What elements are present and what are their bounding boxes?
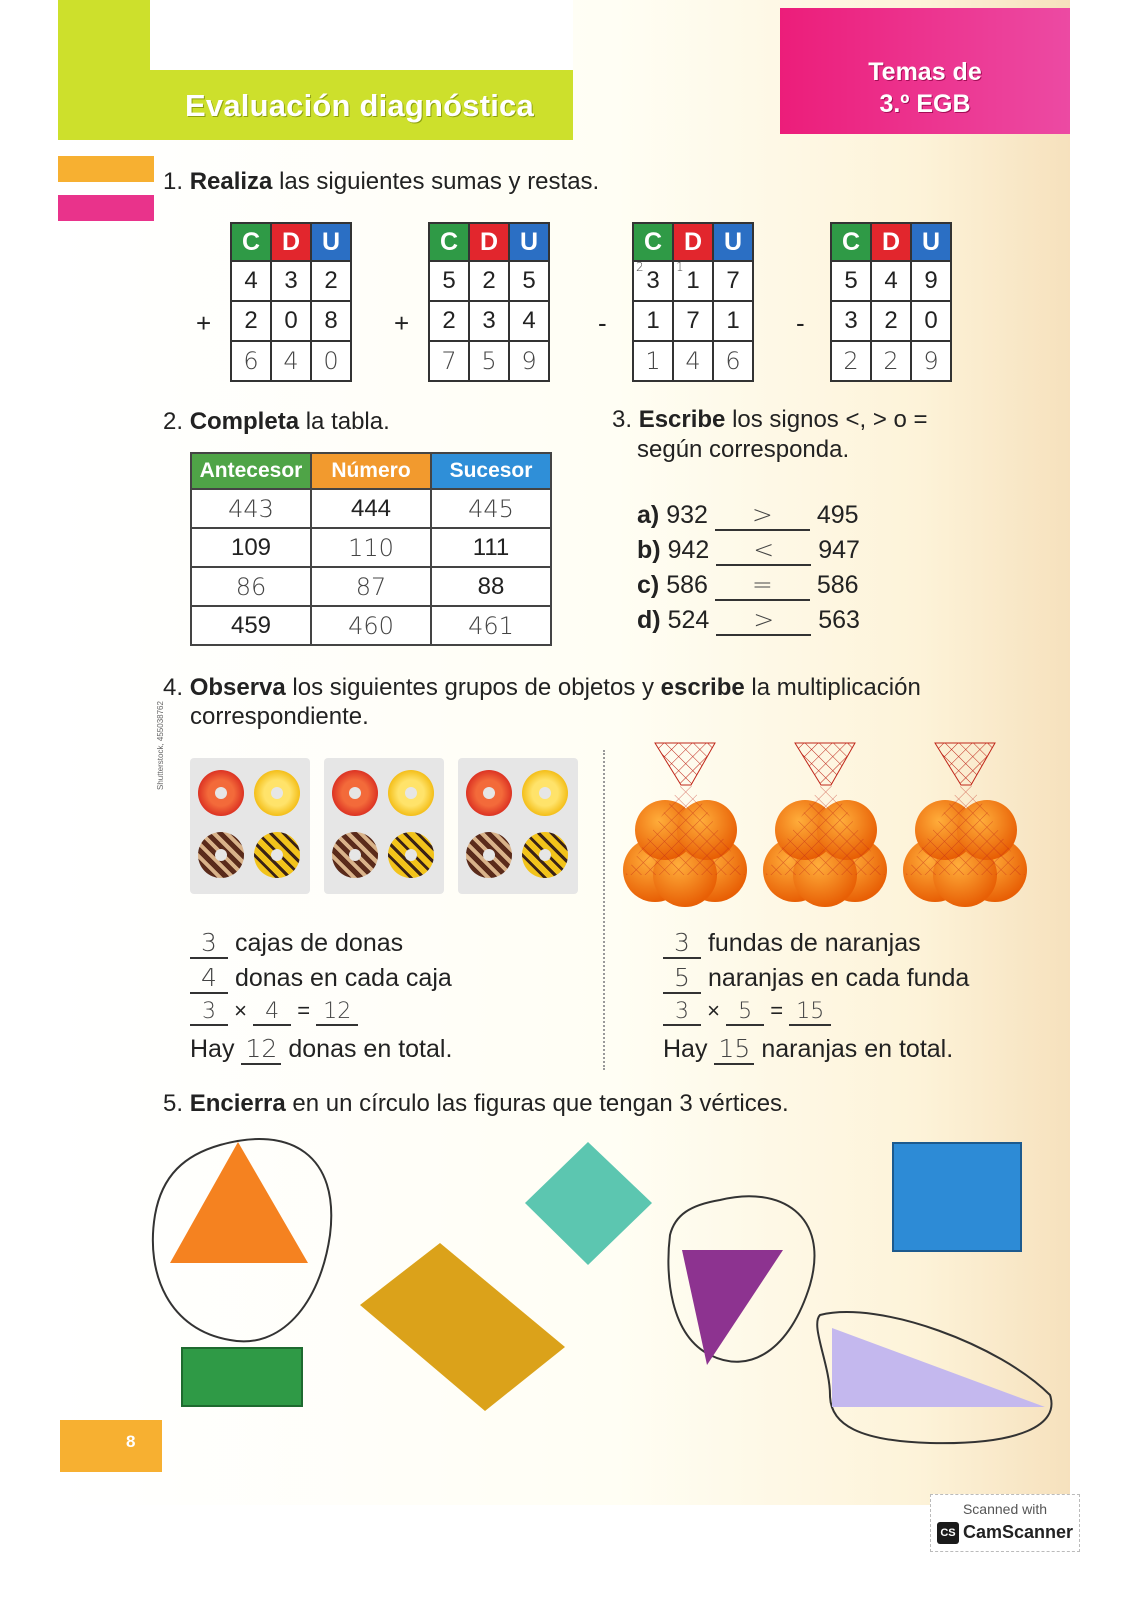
table-cell[interactable]: 460	[311, 606, 431, 645]
pink-stripe	[58, 195, 154, 221]
digit-value: 7	[686, 307, 700, 334]
purple-triangle	[682, 1250, 783, 1365]
green-rectangle	[182, 1348, 302, 1406]
q4-verb2: escribe	[660, 674, 745, 701]
table-cell[interactable]: 86	[191, 567, 311, 606]
digit	[231, 261, 271, 301]
digit	[429, 301, 469, 341]
each-label: naranjas en cada funda	[707, 964, 970, 992]
factor-a-blank[interactable]: 3	[663, 999, 701, 1026]
answer-value: 6	[243, 347, 259, 375]
digit-value: 3	[284, 267, 298, 294]
table-cell: 459	[191, 606, 311, 645]
donut-groups-line	[190, 928, 403, 959]
digit-value: 2	[324, 267, 338, 294]
orange-total-line	[663, 1034, 953, 1065]
digit-value: 0	[924, 307, 938, 334]
cdu-row	[633, 261, 753, 301]
q4-text1: los siguientes grupos de objetos y	[292, 674, 654, 701]
scan-brand: CamScanner	[963, 1522, 1074, 1542]
digit	[231, 301, 271, 341]
table-row	[191, 489, 551, 528]
digit-value: 2	[482, 267, 496, 294]
digit-value: 5	[442, 267, 456, 294]
donut	[522, 832, 568, 878]
q3-item-d	[637, 605, 860, 636]
q2-number: 2.	[163, 408, 184, 435]
table-cell: 111	[431, 528, 551, 567]
donut	[388, 832, 434, 878]
digit-value: 2	[244, 307, 258, 334]
digit	[633, 301, 673, 341]
answer-value: 6	[725, 347, 741, 375]
answer-value: 0	[323, 347, 339, 375]
minus-sign: -	[796, 308, 805, 338]
col-header: U	[911, 223, 951, 261]
digit-value: 3	[482, 307, 496, 334]
donut-box	[190, 758, 310, 894]
answer-digit[interactable]	[911, 341, 951, 381]
times-sign: ×	[707, 998, 720, 1023]
orange-bag	[763, 743, 887, 907]
col-header: U	[713, 223, 753, 261]
answer-digit[interactable]	[509, 341, 549, 381]
q1-number: 1.	[163, 168, 184, 195]
donut-total-line	[190, 1034, 452, 1065]
digit	[831, 261, 871, 301]
q3-text-line2: según corresponda.	[637, 436, 850, 463]
digit-value: 2	[442, 307, 456, 334]
factor-b-blank[interactable]: 5	[726, 999, 764, 1026]
answer-digit[interactable]	[311, 341, 351, 381]
answer-value: 4	[685, 347, 701, 375]
col-header: U	[509, 223, 549, 261]
col-header: D	[673, 223, 713, 261]
col-header: D	[871, 223, 911, 261]
digit	[633, 261, 673, 301]
digit	[311, 261, 351, 301]
table-cell[interactable]: 443	[191, 489, 311, 528]
blue-square	[893, 1143, 1021, 1251]
plus-sign: +	[394, 308, 410, 338]
left-number: 524	[667, 606, 710, 634]
digit-value: 9	[924, 267, 938, 294]
each-label: donas en cada caja	[234, 964, 452, 992]
table-cell: 109	[191, 528, 311, 567]
sign-blank[interactable]: >	[715, 500, 810, 531]
q5-number: 5.	[163, 1090, 184, 1117]
topic-line1: Temas de	[868, 58, 982, 86]
cdu-table	[428, 222, 550, 382]
donut	[466, 770, 512, 816]
col-header: D	[271, 223, 311, 261]
table-row	[191, 528, 551, 567]
table-cell[interactable]: 461	[431, 606, 551, 645]
q4-heading	[163, 674, 921, 702]
table-row	[191, 567, 551, 606]
donut	[388, 770, 434, 816]
table-cell: 88	[431, 567, 551, 606]
each-blank[interactable]: 4	[190, 963, 228, 994]
teal-rhombus	[525, 1142, 652, 1265]
minus-sign: -	[598, 308, 607, 338]
left-number: 932	[666, 501, 708, 529]
digit-value: 2	[884, 307, 898, 334]
left-number: 942	[667, 536, 710, 564]
q4-number: 4.	[163, 674, 184, 701]
answer-digit[interactable]	[231, 341, 271, 381]
item-label: c)	[637, 571, 660, 599]
plus-sign: +	[196, 308, 212, 338]
orange-bag	[903, 743, 1027, 907]
groups-blank[interactable]: 3	[190, 928, 228, 959]
answer-value: 2	[843, 347, 859, 375]
cdu-table	[830, 222, 952, 382]
digit-value: 4	[244, 267, 258, 294]
orange-bag	[623, 743, 747, 907]
donut-multiplication	[190, 998, 358, 1026]
item-label: d)	[637, 606, 661, 634]
q1-verb: Realiza	[189, 168, 273, 195]
digit	[271, 261, 311, 301]
mustard-rectangle	[360, 1243, 565, 1411]
page-title: Evaluación diagnóstica	[185, 88, 534, 123]
donut	[332, 832, 378, 878]
answer-digit[interactable]	[429, 341, 469, 381]
total-blank[interactable]: 15	[714, 1034, 754, 1065]
digit	[509, 301, 549, 341]
digit	[871, 261, 911, 301]
sign-blank[interactable]: <	[716, 535, 811, 566]
equals-sign: =	[297, 998, 311, 1023]
answer-value: 5	[481, 347, 497, 375]
answer-value: 9	[923, 347, 939, 375]
q4-text2: la multiplicación	[751, 674, 921, 701]
answer-digit[interactable]	[271, 341, 311, 381]
q5-shapes	[140, 1125, 1060, 1475]
q3-item-c	[637, 570, 859, 601]
donut-box	[324, 758, 444, 894]
donut	[198, 770, 244, 816]
col-header-sucesor: Sucesor	[431, 453, 551, 489]
header-white-corner	[150, 0, 573, 70]
orange-stripe	[58, 156, 154, 182]
cdu-row	[429, 261, 549, 301]
q3-item-b	[637, 535, 860, 566]
answer-value: 4	[283, 347, 299, 375]
q2-heading	[163, 408, 390, 436]
q3-number: 3.	[612, 406, 633, 433]
digit-value: 4	[522, 307, 536, 334]
orange-multiplication	[663, 998, 831, 1026]
result-blank[interactable]: 15	[789, 999, 831, 1026]
donut	[198, 832, 244, 878]
q5-text: en un círculo las figuras que tengan 3 vértices.	[292, 1090, 789, 1117]
col-header: C	[831, 223, 871, 261]
right-number: 947	[818, 536, 860, 564]
item-label: a)	[637, 501, 660, 529]
digit-value: 5	[522, 267, 536, 294]
column-divider	[603, 750, 605, 1070]
col-header-numero: Número	[311, 453, 431, 489]
orange-triangle	[170, 1142, 308, 1263]
digit	[271, 301, 311, 341]
right-number: 563	[818, 606, 860, 634]
q2-table	[190, 452, 552, 646]
answer-digit[interactable]	[633, 341, 673, 381]
item-label: b)	[637, 536, 661, 564]
digit	[429, 261, 469, 301]
result-blank[interactable]: 12	[316, 999, 358, 1026]
times-sign: ×	[234, 998, 247, 1023]
cdu-row	[831, 301, 951, 341]
col-header: C	[633, 223, 673, 261]
borrow-mark: 1	[676, 260, 684, 274]
q3-verb: Escribe	[638, 406, 726, 433]
borrow-mark: 2	[636, 260, 644, 274]
cdu-table	[230, 222, 352, 382]
right-number: 495	[816, 501, 859, 529]
digit	[713, 261, 753, 301]
q4-text-line2: correspondiente.	[190, 703, 369, 730]
donut	[254, 832, 300, 878]
page-number-badge	[60, 1420, 162, 1472]
table-row	[191, 606, 551, 645]
answer-digit[interactable]	[871, 341, 911, 381]
donut-each-line	[190, 963, 452, 994]
answer-value: 7	[441, 347, 457, 375]
equals-sign: =	[770, 998, 784, 1023]
total-blank[interactable]: 12	[241, 1034, 281, 1065]
donut	[466, 832, 512, 878]
total-suffix: naranjas en total.	[761, 1035, 954, 1063]
scanner-watermark	[930, 1494, 1080, 1552]
each-blank[interactable]: 5	[663, 963, 701, 994]
q2-text: la tabla.	[305, 408, 390, 435]
digit	[311, 301, 351, 341]
answer-digit[interactable]	[469, 341, 509, 381]
q3-heading	[612, 406, 928, 434]
page-number: 8	[126, 1432, 136, 1451]
answer-value: 9	[521, 347, 537, 375]
answer-digit[interactable]	[713, 341, 753, 381]
answer-value: 1	[645, 347, 661, 375]
digit-value: 1	[686, 267, 700, 294]
q3-item-a	[637, 500, 859, 531]
cdu-row	[231, 341, 351, 381]
digit	[713, 301, 753, 341]
q1-heading	[163, 168, 599, 196]
photo-credit: Shutterstock, 455038762	[156, 701, 165, 790]
sign-blank[interactable]: >	[716, 605, 811, 636]
digit	[673, 301, 713, 341]
digit	[469, 301, 509, 341]
table-cell[interactable]: 110	[311, 528, 431, 567]
cdu-row	[231, 261, 351, 301]
digit-value: 0	[284, 307, 298, 334]
cdu-row	[831, 261, 951, 301]
digit-value: 7	[726, 267, 740, 294]
digit-value: 1	[646, 307, 660, 334]
digit	[831, 301, 871, 341]
digit-value: 5	[844, 267, 858, 294]
q3-text-line1: los signos <, > o =	[732, 406, 928, 433]
groups-label: fundas de naranjas	[707, 929, 921, 957]
cdu-row	[633, 341, 753, 381]
cdu-row	[633, 301, 753, 341]
left-number: 586	[666, 571, 708, 599]
digit	[911, 301, 951, 341]
factor-a-blank[interactable]: 3	[190, 999, 228, 1026]
q5-verb: Encierra	[189, 1090, 286, 1117]
scan-line1: Scanned with	[962, 1501, 1048, 1517]
lilac-triangle	[832, 1328, 1045, 1407]
cdu-row	[429, 301, 549, 341]
total-prefix: Hay	[190, 1035, 235, 1063]
total-suffix: donas en total.	[288, 1035, 453, 1063]
q4-verb1: Observa	[189, 674, 286, 701]
col-header: C	[429, 223, 469, 261]
digit	[871, 301, 911, 341]
groups-label: cajas de donas	[234, 929, 404, 957]
col-header: U	[311, 223, 351, 261]
table-cell[interactable]: 87	[311, 567, 431, 606]
answer-value: 2	[883, 347, 899, 375]
digit-value: 1	[726, 307, 740, 334]
digit	[469, 261, 509, 301]
orange-each-line	[663, 963, 969, 994]
factor-b-blank[interactable]: 4	[253, 999, 291, 1026]
col-header: C	[231, 223, 271, 261]
q2-verb: Completa	[189, 408, 300, 435]
table-cell: 444	[311, 489, 431, 528]
donut	[332, 770, 378, 816]
donut	[254, 770, 300, 816]
digit-value: 4	[884, 267, 898, 294]
total-prefix: Hay	[663, 1035, 708, 1063]
digit-value: 3	[646, 267, 660, 294]
topic-line2: 3.º EGB	[879, 90, 971, 118]
donut	[522, 770, 568, 816]
orange-bags-illustration	[615, 735, 1045, 915]
q5-heading	[163, 1090, 789, 1118]
q1-text: las siguientes sumas y restas.	[279, 168, 600, 195]
digit-value: 8	[324, 307, 338, 334]
digit	[911, 261, 951, 301]
digit	[509, 261, 549, 301]
table-cell[interactable]: 445	[431, 489, 551, 528]
donut-box	[458, 758, 578, 894]
digit-value: 3	[844, 307, 858, 334]
camscanner-logo-icon: CS	[937, 1522, 959, 1544]
groups-blank[interactable]: 3	[663, 928, 701, 959]
cdu-row	[231, 301, 351, 341]
digit	[673, 261, 713, 301]
cdu-table	[632, 222, 754, 382]
answer-digit[interactable]	[673, 341, 713, 381]
right-number: 586	[816, 571, 859, 599]
sign-blank[interactable]: =	[715, 570, 810, 601]
orange-groups-line	[663, 928, 921, 959]
col-header: D	[469, 223, 509, 261]
col-header-antecesor: Antecesor	[191, 453, 311, 489]
cdu-row	[831, 341, 951, 381]
cdu-row	[429, 341, 549, 381]
answer-digit[interactable]	[831, 341, 871, 381]
